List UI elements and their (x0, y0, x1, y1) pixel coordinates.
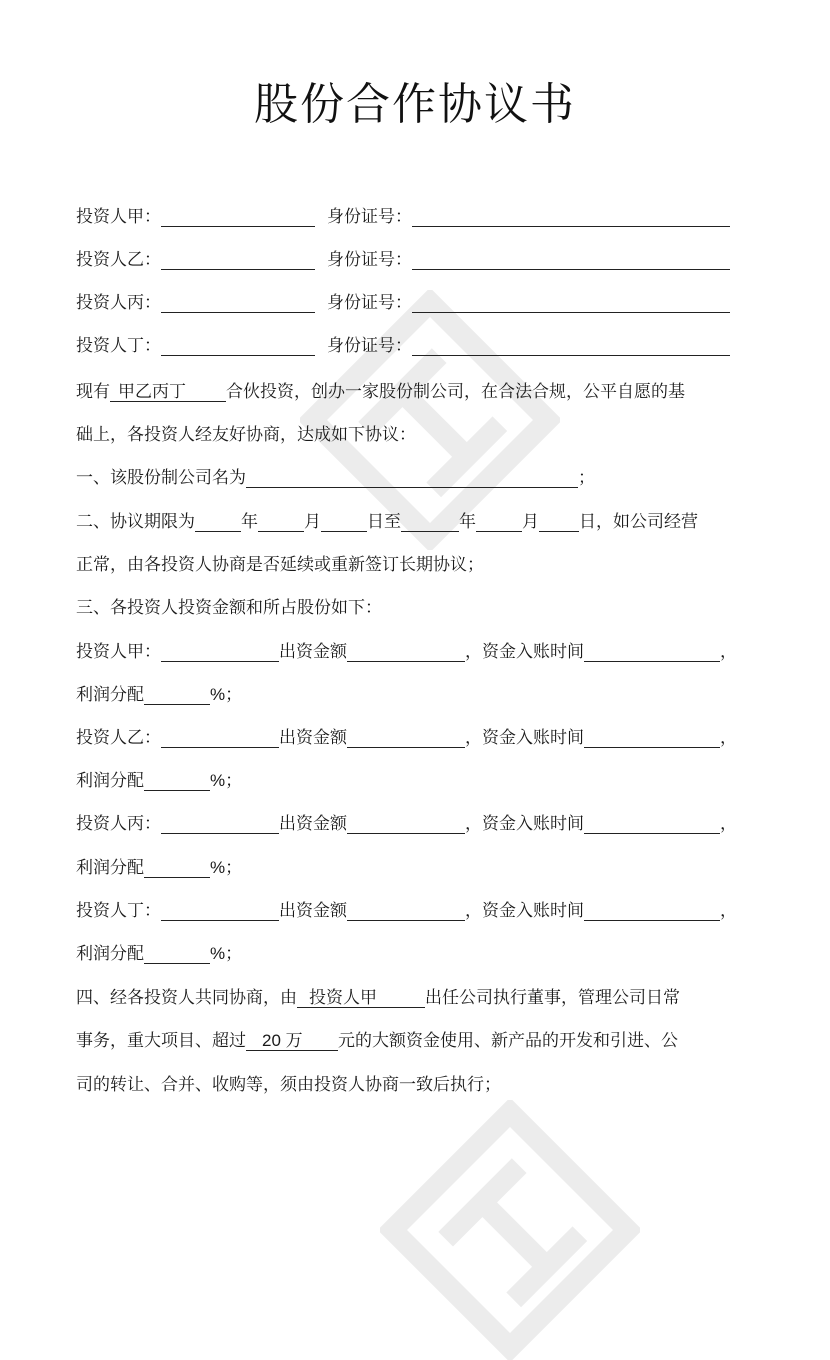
investor-label: 投资人丙： (76, 814, 161, 834)
time-label: ，资金入账时间 (465, 642, 584, 662)
investor-label: 投资人乙： (76, 250, 161, 270)
amount-label: 出资金额 (279, 901, 347, 921)
id-number-field[interactable] (412, 293, 730, 313)
year-label: 年 (241, 512, 258, 532)
investor-id-row (76, 291, 730, 315)
profit-percent-field[interactable] (144, 685, 210, 705)
comma: ， (720, 901, 737, 921)
deposit-time-field[interactable] (584, 901, 720, 921)
amount-field[interactable] (347, 814, 465, 834)
intro-text: 合伙投资，创办一家股份制公司，在合法合规，公平自愿的基 (226, 382, 685, 402)
clause-4-line-3: 司的转让、合并、收购等，须由投资人协商一致后执行； (76, 1075, 501, 1095)
percent-suffix: %； (210, 771, 243, 790)
investor-id-row (76, 334, 730, 358)
comma: ， (720, 642, 737, 662)
investor-name-field[interactable] (161, 207, 315, 227)
percent-suffix: %； (210, 685, 243, 704)
profit-percent-field[interactable] (144, 858, 210, 878)
investor-field[interactable] (161, 728, 279, 748)
amount-threshold-field[interactable]: 20 万 (246, 1031, 338, 1051)
id-number-label: 身份证号： (327, 293, 412, 313)
investor-name-field[interactable] (161, 250, 315, 270)
month-label: 月 (522, 512, 539, 532)
company-name-field[interactable] (246, 468, 578, 488)
time-label: ，资金入账时间 (465, 728, 584, 748)
clause-2-line-2: 正常，由各投资人协商是否延续或重新签订长期协议； (76, 555, 484, 575)
time-label: ，资金入账时间 (465, 814, 584, 834)
investor-label: 投资人甲： (76, 207, 161, 227)
clause-2-text: 二、协议期限为 (76, 512, 195, 532)
clause-1 (76, 466, 595, 490)
watermark-logo-icon (380, 1100, 640, 1360)
intro-line-1 (76, 380, 685, 404)
deposit-time-field[interactable] (584, 728, 720, 748)
amount-label: 出资金额 (279, 642, 347, 662)
month-label: 月 (304, 512, 321, 532)
start-month-field[interactable] (258, 512, 304, 532)
document-title: 股份合作协议书 (254, 79, 576, 130)
profit-percent-field[interactable] (144, 771, 210, 791)
clause-4-line-1 (76, 986, 680, 1010)
investor-field[interactable] (161, 642, 279, 662)
id-number-label: 身份证号： (327, 336, 412, 356)
investor-name-field[interactable] (161, 293, 315, 313)
end-month-field[interactable] (476, 512, 522, 532)
clause-4-text: 事务，重大项目、超过 (76, 1031, 246, 1051)
profit-label: 利润分配 (76, 685, 144, 705)
comma: ， (720, 814, 737, 834)
investor-label: 投资人丙： (76, 293, 161, 313)
profit-row (76, 769, 242, 793)
id-number-field[interactable] (412, 207, 730, 227)
amount-label: 出资金额 (279, 814, 347, 834)
id-number-field[interactable] (412, 336, 730, 356)
year-label: 年 (459, 512, 476, 532)
intro-line-2: 础上，各投资人经友好协商，达成如下协议： (76, 425, 416, 445)
profit-row (76, 856, 242, 880)
profit-label: 利润分配 (76, 771, 144, 791)
investor-label: 投资人甲： (76, 642, 161, 662)
investor-name-field[interactable] (161, 336, 315, 356)
investor-id-row (76, 205, 730, 229)
start-day-field[interactable] (321, 512, 367, 532)
investor-label: 投资人乙： (76, 728, 161, 748)
profit-row (76, 942, 242, 966)
start-year-field[interactable] (195, 512, 241, 532)
clause-4-text: 元的大额资金使用、新产品的开发和引进、公 (338, 1031, 678, 1051)
profit-label: 利润分配 (76, 944, 144, 964)
amount-label: 出资金额 (279, 728, 347, 748)
amount-field[interactable] (347, 642, 465, 662)
investor-label: 投资人丁： (76, 901, 161, 921)
deposit-time-field[interactable] (584, 814, 720, 834)
director-field[interactable]: 投资人甲 (297, 988, 425, 1008)
percent-suffix: %； (210, 858, 243, 877)
deposit-time-field[interactable] (584, 642, 720, 662)
end-year-field[interactable] (401, 512, 459, 532)
partners-field[interactable]: 甲乙丙丁 (110, 382, 226, 402)
investment-row (76, 640, 737, 664)
id-number-label: 身份证号： (327, 250, 412, 270)
investment-row (76, 812, 737, 836)
time-label: ，资金入账时间 (465, 901, 584, 921)
day-end-label: 日，如公司经营 (579, 512, 698, 532)
clause-3-heading: 三、各投资人投资金额和所占股份如下： (76, 598, 382, 618)
investor-id-row (76, 248, 730, 272)
clause-1-suffix: ； (578, 468, 595, 488)
clause-4-line-2 (76, 1029, 678, 1053)
id-number-field[interactable] (412, 250, 730, 270)
profit-label: 利润分配 (76, 858, 144, 878)
intro-prefix: 现有 (76, 382, 110, 402)
clause-2-line-1 (76, 510, 698, 534)
day-to-label: 日至 (367, 512, 401, 532)
investment-row (76, 726, 737, 750)
percent-suffix: %； (210, 944, 243, 963)
end-day-field[interactable] (539, 512, 579, 532)
investor-label: 投资人丁： (76, 336, 161, 356)
clause-1-text: 一、该股份制公司名为 (76, 468, 246, 488)
profit-row (76, 683, 242, 707)
investment-row (76, 899, 737, 923)
investor-field[interactable] (161, 901, 279, 921)
clause-4-text: 四、经各投资人共同协商，由 (76, 988, 297, 1008)
id-number-label: 身份证号： (327, 207, 412, 227)
amount-field[interactable] (347, 901, 465, 921)
clause-4-text: 出任公司执行董事，管理公司日常 (425, 988, 680, 1008)
comma: ， (720, 728, 737, 748)
amount-field[interactable] (347, 728, 465, 748)
investor-field[interactable] (161, 814, 279, 834)
profit-percent-field[interactable] (144, 944, 210, 964)
